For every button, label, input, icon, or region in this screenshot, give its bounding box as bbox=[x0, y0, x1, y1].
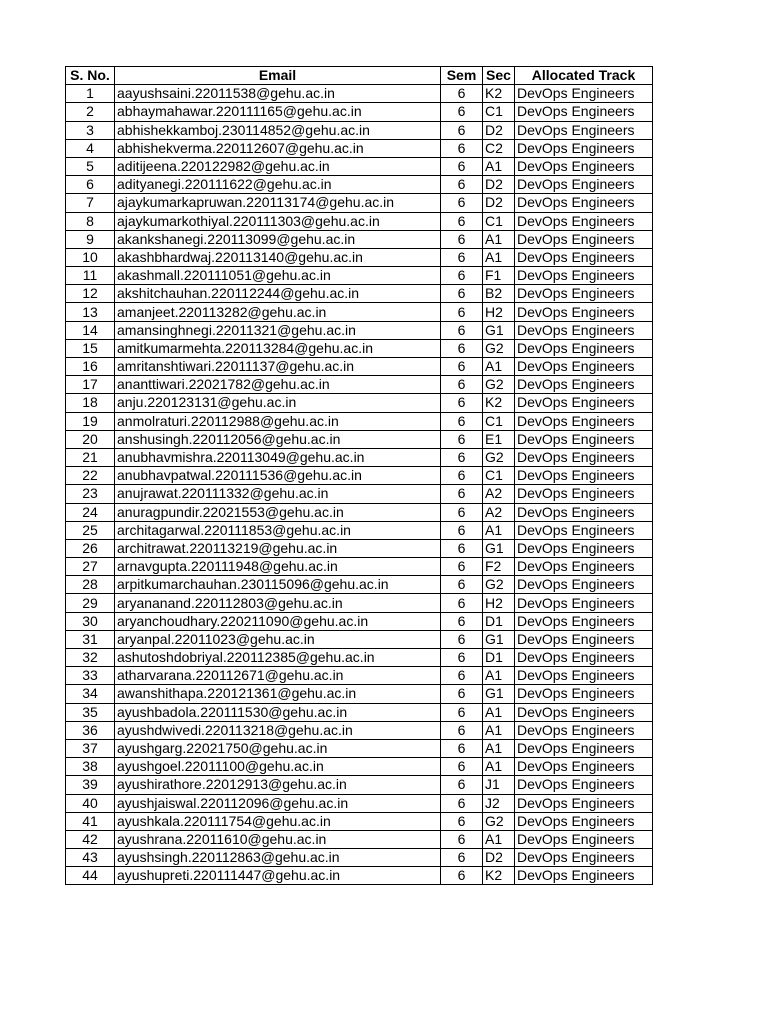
cell-track: DevOps Engineers bbox=[515, 794, 653, 812]
cell-sno: 32 bbox=[66, 649, 115, 667]
cell-sem: 6 bbox=[441, 230, 483, 248]
cell-sem: 6 bbox=[441, 139, 483, 157]
cell-sem: 6 bbox=[441, 503, 483, 521]
cell-email: anujrawat.220111332@gehu.ac.in bbox=[115, 485, 441, 503]
cell-sno: 20 bbox=[66, 430, 115, 448]
cell-sem: 6 bbox=[441, 576, 483, 594]
cell-track: DevOps Engineers bbox=[515, 358, 653, 376]
cell-sem: 6 bbox=[441, 830, 483, 848]
cell-sem: 6 bbox=[441, 849, 483, 867]
cell-sem: 6 bbox=[441, 758, 483, 776]
cell-track: DevOps Engineers bbox=[515, 630, 653, 648]
cell-sno: 7 bbox=[66, 194, 115, 212]
cell-track: DevOps Engineers bbox=[515, 558, 653, 576]
cell-sno: 40 bbox=[66, 794, 115, 812]
cell-sec: C1 bbox=[483, 467, 515, 485]
cell-track: DevOps Engineers bbox=[515, 339, 653, 357]
cell-track: DevOps Engineers bbox=[515, 503, 653, 521]
cell-sem: 6 bbox=[441, 285, 483, 303]
table-row bbox=[66, 739, 653, 757]
table-row bbox=[66, 703, 653, 721]
cell-sec: A1 bbox=[483, 703, 515, 721]
cell-track: DevOps Engineers bbox=[515, 394, 653, 412]
cell-email: anubhavpatwal.220111536@gehu.ac.in bbox=[115, 467, 441, 485]
cell-track: DevOps Engineers bbox=[515, 212, 653, 230]
cell-sec: A1 bbox=[483, 721, 515, 739]
cell-sem: 6 bbox=[441, 321, 483, 339]
cell-track: DevOps Engineers bbox=[515, 285, 653, 303]
cell-sec: D2 bbox=[483, 121, 515, 139]
table-row bbox=[66, 267, 653, 285]
cell-sem: 6 bbox=[441, 794, 483, 812]
cell-track: DevOps Engineers bbox=[515, 412, 653, 430]
cell-sec: J1 bbox=[483, 776, 515, 794]
cell-sno: 8 bbox=[66, 212, 115, 230]
cell-track: DevOps Engineers bbox=[515, 721, 653, 739]
cell-sec: G1 bbox=[483, 321, 515, 339]
cell-sno: 41 bbox=[66, 812, 115, 830]
cell-sno: 3 bbox=[66, 121, 115, 139]
cell-sec: A1 bbox=[483, 830, 515, 848]
cell-track: DevOps Engineers bbox=[515, 867, 653, 885]
cell-track: DevOps Engineers bbox=[515, 521, 653, 539]
table-row bbox=[66, 776, 653, 794]
cell-sec: F1 bbox=[483, 267, 515, 285]
table-row bbox=[66, 248, 653, 266]
cell-sno: 10 bbox=[66, 248, 115, 266]
cell-sno: 38 bbox=[66, 758, 115, 776]
cell-email: abhaymahawar.220111165@gehu.ac.in bbox=[115, 103, 441, 121]
cell-sec: D2 bbox=[483, 194, 515, 212]
cell-sno: 23 bbox=[66, 485, 115, 503]
cell-sem: 6 bbox=[441, 558, 483, 576]
cell-track: DevOps Engineers bbox=[515, 85, 653, 103]
cell-email: ayushjaiswal.220112096@gehu.ac.in bbox=[115, 794, 441, 812]
cell-sec: A1 bbox=[483, 521, 515, 539]
cell-sem: 6 bbox=[441, 467, 483, 485]
cell-sno: 12 bbox=[66, 285, 115, 303]
table-row bbox=[66, 539, 653, 557]
table-row bbox=[66, 430, 653, 448]
cell-track: DevOps Engineers bbox=[515, 448, 653, 466]
cell-track: DevOps Engineers bbox=[515, 685, 653, 703]
cell-email: ashutoshdobriyal.220112385@gehu.ac.in bbox=[115, 649, 441, 667]
table-row bbox=[66, 394, 653, 412]
cell-track: DevOps Engineers bbox=[515, 758, 653, 776]
table-row bbox=[66, 521, 653, 539]
cell-sem: 6 bbox=[441, 867, 483, 885]
cell-sem: 6 bbox=[441, 685, 483, 703]
cell-email: ayushbadola.220111530@gehu.ac.in bbox=[115, 703, 441, 721]
cell-sem: 6 bbox=[441, 157, 483, 175]
header-sec: Sec bbox=[483, 67, 515, 85]
cell-sec: G2 bbox=[483, 576, 515, 594]
table-row bbox=[66, 157, 653, 175]
table-body bbox=[66, 85, 653, 885]
cell-email: arpitkumarchauhan.230115096@gehu.ac.in bbox=[115, 576, 441, 594]
cell-email: architagarwal.220111853@gehu.ac.in bbox=[115, 521, 441, 539]
cell-sem: 6 bbox=[441, 339, 483, 357]
cell-sec: A1 bbox=[483, 248, 515, 266]
cell-track: DevOps Engineers bbox=[515, 430, 653, 448]
cell-email: awanshithapa.220121361@gehu.ac.in bbox=[115, 685, 441, 703]
cell-sem: 6 bbox=[441, 212, 483, 230]
cell-email: ajaykumarkapruwan.220113174@gehu.ac.in bbox=[115, 194, 441, 212]
cell-sno: 43 bbox=[66, 849, 115, 867]
cell-track: DevOps Engineers bbox=[515, 230, 653, 248]
table-row bbox=[66, 358, 653, 376]
cell-email: akashmall.220111051@gehu.ac.in bbox=[115, 267, 441, 285]
table-row bbox=[66, 412, 653, 430]
cell-sec: C1 bbox=[483, 412, 515, 430]
cell-sec: G1 bbox=[483, 630, 515, 648]
table-row bbox=[66, 103, 653, 121]
header-track: Allocated Track bbox=[515, 67, 653, 85]
cell-track: DevOps Engineers bbox=[515, 539, 653, 557]
cell-track: DevOps Engineers bbox=[515, 485, 653, 503]
table-row bbox=[66, 685, 653, 703]
cell-sno: 26 bbox=[66, 539, 115, 557]
cell-sem: 6 bbox=[441, 776, 483, 794]
table-row bbox=[66, 721, 653, 739]
cell-sec: B2 bbox=[483, 285, 515, 303]
cell-sem: 6 bbox=[441, 176, 483, 194]
cell-track: DevOps Engineers bbox=[515, 667, 653, 685]
cell-sem: 6 bbox=[441, 539, 483, 557]
table-row bbox=[66, 558, 653, 576]
cell-sec: A1 bbox=[483, 230, 515, 248]
cell-email: aditijeena.220122982@gehu.ac.in bbox=[115, 157, 441, 175]
cell-email: amansinghnegi.22011321@gehu.ac.in bbox=[115, 321, 441, 339]
cell-sec: G1 bbox=[483, 685, 515, 703]
cell-sem: 6 bbox=[441, 303, 483, 321]
cell-email: ayushdwivedi.220113218@gehu.ac.in bbox=[115, 721, 441, 739]
cell-email: abhishekkamboj.230114852@gehu.ac.in bbox=[115, 121, 441, 139]
cell-sec: A1 bbox=[483, 358, 515, 376]
table-row bbox=[66, 630, 653, 648]
cell-sno: 5 bbox=[66, 157, 115, 175]
cell-sec: H2 bbox=[483, 594, 515, 612]
table-row bbox=[66, 448, 653, 466]
cell-email: abhishekverma.220112607@gehu.ac.in bbox=[115, 139, 441, 157]
cell-sec: A1 bbox=[483, 739, 515, 757]
cell-track: DevOps Engineers bbox=[515, 121, 653, 139]
cell-sec: A1 bbox=[483, 667, 515, 685]
cell-sno: 18 bbox=[66, 394, 115, 412]
table-row bbox=[66, 339, 653, 357]
cell-sem: 6 bbox=[441, 267, 483, 285]
cell-track: DevOps Engineers bbox=[515, 194, 653, 212]
cell-sno: 37 bbox=[66, 739, 115, 757]
cell-sno: 2 bbox=[66, 103, 115, 121]
cell-email: akashbhardwaj.220113140@gehu.ac.in bbox=[115, 248, 441, 266]
cell-email: anju.220123131@gehu.ac.in bbox=[115, 394, 441, 412]
cell-sem: 6 bbox=[441, 721, 483, 739]
cell-email: aayushsaini.22011538@gehu.ac.in bbox=[115, 85, 441, 103]
table-row bbox=[66, 376, 653, 394]
table-row bbox=[66, 212, 653, 230]
cell-sem: 6 bbox=[441, 649, 483, 667]
cell-email: anuragpundir.22021553@gehu.ac.in bbox=[115, 503, 441, 521]
cell-sec: F2 bbox=[483, 558, 515, 576]
table-row bbox=[66, 503, 653, 521]
cell-email: anubhavmishra.220113049@gehu.ac.in bbox=[115, 448, 441, 466]
cell-sec: G2 bbox=[483, 339, 515, 357]
cell-sec: G2 bbox=[483, 812, 515, 830]
cell-track: DevOps Engineers bbox=[515, 267, 653, 285]
cell-sec: J2 bbox=[483, 794, 515, 812]
cell-sem: 6 bbox=[441, 630, 483, 648]
cell-sec: D2 bbox=[483, 176, 515, 194]
cell-email: aryananand.220112803@gehu.ac.in bbox=[115, 594, 441, 612]
table-row bbox=[66, 321, 653, 339]
cell-sno: 33 bbox=[66, 667, 115, 685]
header-email: Email bbox=[115, 67, 441, 85]
cell-sno: 30 bbox=[66, 612, 115, 630]
cell-track: DevOps Engineers bbox=[515, 812, 653, 830]
cell-sno: 11 bbox=[66, 267, 115, 285]
cell-track: DevOps Engineers bbox=[515, 776, 653, 794]
cell-sno: 14 bbox=[66, 321, 115, 339]
cell-sec: C1 bbox=[483, 212, 515, 230]
cell-sno: 39 bbox=[66, 776, 115, 794]
cell-sem: 6 bbox=[441, 430, 483, 448]
cell-sem: 6 bbox=[441, 248, 483, 266]
cell-track: DevOps Engineers bbox=[515, 739, 653, 757]
cell-email: ayushsingh.220112863@gehu.ac.in bbox=[115, 849, 441, 867]
cell-email: ayushgarg.22021750@gehu.ac.in bbox=[115, 739, 441, 757]
cell-sec: K2 bbox=[483, 85, 515, 103]
cell-sno: 34 bbox=[66, 685, 115, 703]
cell-sem: 6 bbox=[441, 194, 483, 212]
cell-track: DevOps Engineers bbox=[515, 139, 653, 157]
cell-track: DevOps Engineers bbox=[515, 176, 653, 194]
cell-sec: D1 bbox=[483, 612, 515, 630]
allocation-sheet bbox=[65, 66, 653, 885]
table-row bbox=[66, 194, 653, 212]
allocation-table bbox=[65, 66, 653, 885]
cell-email: anmolraturi.220112988@gehu.ac.in bbox=[115, 412, 441, 430]
cell-track: DevOps Engineers bbox=[515, 703, 653, 721]
table-row bbox=[66, 849, 653, 867]
cell-email: adityanegi.220111622@gehu.ac.in bbox=[115, 176, 441, 194]
cell-sem: 6 bbox=[441, 376, 483, 394]
cell-sec: G2 bbox=[483, 376, 515, 394]
cell-sno: 9 bbox=[66, 230, 115, 248]
cell-sem: 6 bbox=[441, 103, 483, 121]
cell-track: DevOps Engineers bbox=[515, 467, 653, 485]
cell-track: DevOps Engineers bbox=[515, 303, 653, 321]
cell-sec: D1 bbox=[483, 649, 515, 667]
cell-sno: 44 bbox=[66, 867, 115, 885]
cell-sec: K2 bbox=[483, 867, 515, 885]
cell-email: ayushrana.22011610@gehu.ac.in bbox=[115, 830, 441, 848]
cell-sno: 28 bbox=[66, 576, 115, 594]
table-row bbox=[66, 485, 653, 503]
cell-email: akankshanegi.220113099@gehu.ac.in bbox=[115, 230, 441, 248]
header-row bbox=[66, 67, 653, 85]
cell-sem: 6 bbox=[441, 121, 483, 139]
cell-sno: 35 bbox=[66, 703, 115, 721]
table-row bbox=[66, 830, 653, 848]
cell-sno: 22 bbox=[66, 467, 115, 485]
cell-sem: 6 bbox=[441, 394, 483, 412]
table-row bbox=[66, 649, 653, 667]
cell-email: amritanshtiwari.22011137@gehu.ac.in bbox=[115, 358, 441, 376]
table-row bbox=[66, 467, 653, 485]
cell-sec: G1 bbox=[483, 539, 515, 557]
cell-sem: 6 bbox=[441, 739, 483, 757]
cell-sno: 25 bbox=[66, 521, 115, 539]
cell-sem: 6 bbox=[441, 412, 483, 430]
cell-track: DevOps Engineers bbox=[515, 321, 653, 339]
cell-sno: 24 bbox=[66, 503, 115, 521]
table-row bbox=[66, 612, 653, 630]
cell-sno: 42 bbox=[66, 830, 115, 848]
cell-email: aryanchoudhary.220211090@gehu.ac.in bbox=[115, 612, 441, 630]
cell-sno: 13 bbox=[66, 303, 115, 321]
cell-sec: A1 bbox=[483, 758, 515, 776]
cell-sno: 27 bbox=[66, 558, 115, 576]
cell-track: DevOps Engineers bbox=[515, 830, 653, 848]
cell-email: amitkumarmehta.220113284@gehu.ac.in bbox=[115, 339, 441, 357]
cell-sem: 6 bbox=[441, 703, 483, 721]
cell-sec: K2 bbox=[483, 394, 515, 412]
cell-email: ananttiwari.22021782@gehu.ac.in bbox=[115, 376, 441, 394]
table-row bbox=[66, 85, 653, 103]
cell-sno: 16 bbox=[66, 358, 115, 376]
cell-sno: 17 bbox=[66, 376, 115, 394]
cell-track: DevOps Engineers bbox=[515, 594, 653, 612]
cell-sem: 6 bbox=[441, 812, 483, 830]
cell-email: atharvarana.220112671@gehu.ac.in bbox=[115, 667, 441, 685]
table-row bbox=[66, 576, 653, 594]
cell-sno: 15 bbox=[66, 339, 115, 357]
table-row bbox=[66, 303, 653, 321]
header-sem: Sem bbox=[441, 67, 483, 85]
cell-sem: 6 bbox=[441, 358, 483, 376]
cell-email: aryanpal.22011023@gehu.ac.in bbox=[115, 630, 441, 648]
table-row bbox=[66, 667, 653, 685]
cell-track: DevOps Engineers bbox=[515, 248, 653, 266]
cell-email: anshusingh.220112056@gehu.ac.in bbox=[115, 430, 441, 448]
cell-sno: 1 bbox=[66, 85, 115, 103]
cell-sem: 6 bbox=[441, 485, 483, 503]
cell-email: ayushkala.220111754@gehu.ac.in bbox=[115, 812, 441, 830]
cell-sec: A2 bbox=[483, 503, 515, 521]
cell-track: DevOps Engineers bbox=[515, 376, 653, 394]
cell-email: arnavgupta.220111948@gehu.ac.in bbox=[115, 558, 441, 576]
cell-email: architrawat.220113219@gehu.ac.in bbox=[115, 539, 441, 557]
table-row bbox=[66, 285, 653, 303]
cell-track: DevOps Engineers bbox=[515, 157, 653, 175]
cell-sno: 19 bbox=[66, 412, 115, 430]
cell-sem: 6 bbox=[441, 594, 483, 612]
cell-sno: 29 bbox=[66, 594, 115, 612]
cell-sec: C2 bbox=[483, 139, 515, 157]
cell-sec: A2 bbox=[483, 485, 515, 503]
cell-sec: G2 bbox=[483, 448, 515, 466]
table-row bbox=[66, 176, 653, 194]
cell-sec: E1 bbox=[483, 430, 515, 448]
cell-sec: C1 bbox=[483, 103, 515, 121]
header-sno: S. No. bbox=[66, 67, 115, 85]
cell-email: ayushirathore.22012913@gehu.ac.in bbox=[115, 776, 441, 794]
cell-email: ayushgoel.22011100@gehu.ac.in bbox=[115, 758, 441, 776]
cell-sem: 6 bbox=[441, 521, 483, 539]
cell-email: amanjeet.220113282@gehu.ac.in bbox=[115, 303, 441, 321]
table-row bbox=[66, 230, 653, 248]
cell-sec: A1 bbox=[483, 157, 515, 175]
cell-email: akshitchauhan.220112244@gehu.ac.in bbox=[115, 285, 441, 303]
table-row bbox=[66, 812, 653, 830]
table-row bbox=[66, 794, 653, 812]
cell-track: DevOps Engineers bbox=[515, 849, 653, 867]
cell-sem: 6 bbox=[441, 612, 483, 630]
table-row bbox=[66, 121, 653, 139]
cell-sno: 6 bbox=[66, 176, 115, 194]
cell-track: DevOps Engineers bbox=[515, 576, 653, 594]
cell-track: DevOps Engineers bbox=[515, 612, 653, 630]
cell-sec: H2 bbox=[483, 303, 515, 321]
cell-sno: 36 bbox=[66, 721, 115, 739]
cell-sem: 6 bbox=[441, 85, 483, 103]
cell-track: DevOps Engineers bbox=[515, 103, 653, 121]
table-row bbox=[66, 758, 653, 776]
table-row bbox=[66, 867, 653, 885]
cell-email: ayushupreti.220111447@gehu.ac.in bbox=[115, 867, 441, 885]
table-row bbox=[66, 139, 653, 157]
cell-email: ajaykumarkothiyal.220111303@gehu.ac.in bbox=[115, 212, 441, 230]
cell-track: DevOps Engineers bbox=[515, 649, 653, 667]
cell-sno: 31 bbox=[66, 630, 115, 648]
cell-sno: 4 bbox=[66, 139, 115, 157]
cell-sec: D2 bbox=[483, 849, 515, 867]
cell-sno: 21 bbox=[66, 448, 115, 466]
cell-sem: 6 bbox=[441, 448, 483, 466]
table-row bbox=[66, 594, 653, 612]
cell-sem: 6 bbox=[441, 667, 483, 685]
